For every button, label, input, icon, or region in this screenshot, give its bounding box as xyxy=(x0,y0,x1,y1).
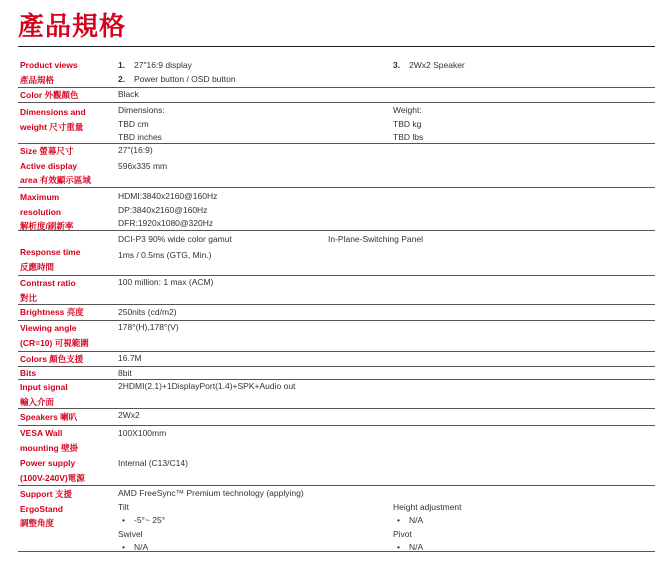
spec-value-ergo-right: Height adjustment • N/A Pivot • N/A xyxy=(393,501,462,552)
spec-value: 16.7M xyxy=(118,353,142,363)
spec-value: 178°(H),178°(V) xyxy=(118,322,179,332)
spec-value-weight: Weight: TBD kg TBD lbs xyxy=(393,105,424,142)
spec-row-product-views xyxy=(18,58,655,88)
spec-row-speakers xyxy=(18,409,655,426)
spec-label: Viewing angle (CR=10) 可視範圍 xyxy=(20,323,89,348)
spec-label: Contrast ratio 對比 xyxy=(20,278,76,303)
top-rule xyxy=(18,46,655,47)
spec-value: DCI-P3 90% wide color gamut 1ms / 0.5ms (GTG, Min.) xyxy=(118,234,232,260)
spec-label: Bits xyxy=(20,368,37,378)
spec-value: 27"(16:9) 596x335 mm xyxy=(118,145,168,171)
spec-value-vesa: 100X100mm xyxy=(118,428,167,438)
spec-row-color xyxy=(18,88,655,103)
spec-row-bits xyxy=(18,367,655,380)
spec-row-dimensions xyxy=(18,103,655,144)
spec-label: Input signal 輸入介面 xyxy=(20,382,68,407)
spec-row-viewing-angle xyxy=(18,321,655,352)
spec-value: Dimensions: TBD cm TBD inches xyxy=(118,105,165,142)
spec-row-support-ergo xyxy=(18,486,655,552)
spec-value: 250nits (cd/m2) xyxy=(118,307,177,317)
spec-label: Dimensions and weight 尺寸重量 xyxy=(20,107,86,132)
spec-row-size xyxy=(18,144,655,188)
spec-value: HDMI:3840x2160@160Hz DP:3840x2160@160Hz DFR:1920x1080@320Hz xyxy=(118,191,218,228)
spec-row-contrast xyxy=(18,276,655,305)
spec-label: Product views 產品規格 xyxy=(20,60,78,85)
spec-row-resolution xyxy=(18,188,655,231)
spec-label: Size 螢幕尺寸 Active display area 有效顯示區域 xyxy=(20,146,91,185)
spec-label: Color 外觀顏色 xyxy=(20,90,79,100)
spec-value-side: 3. 2Wx2 Speaker xyxy=(393,60,465,70)
spec-value: Black xyxy=(118,89,139,99)
spec-label: Brightness 亮度 xyxy=(20,307,84,317)
page-title: 產品規格 xyxy=(18,12,127,42)
spec-value: 100 million: 1 max (ACM) xyxy=(118,277,214,287)
spec-value: 8bit xyxy=(118,368,132,378)
spec-row-vesa-power xyxy=(18,426,655,486)
spec-label: VESA Wall mounting 壁掛 Power supply (100V-240V)電源 xyxy=(20,428,85,483)
spec-label: Colors 顏色支援 xyxy=(20,354,84,364)
spec-label: Speakers 喇叭 xyxy=(20,412,78,422)
spec-value: 2HDMI(2.1)+1DisplayPort(1.4)+SPK+Audio out xyxy=(118,381,296,391)
spec-row-colors xyxy=(18,352,655,367)
spec-value: 2Wx2 xyxy=(118,410,140,420)
spec-row-response-time xyxy=(18,231,655,276)
spec-row-input-signal xyxy=(18,380,655,409)
spec-value-panel: In-Plane-Switching Panel xyxy=(328,234,423,244)
spec-label: Response time 反應時間 xyxy=(20,247,81,272)
spec-label: Maximum resolution 解析度/刷新率 xyxy=(20,192,74,231)
spec-row-brightness xyxy=(18,305,655,321)
spec-value: 1. 27"16:9 display 2. Power button / OSD button xyxy=(118,60,236,84)
spec-label: Support 支援 ErgoStand 調整角度 xyxy=(20,489,72,528)
spec-value-power: Internal (C13/C14) xyxy=(118,458,188,468)
spec-value: AMD FreeSync™ Premium technology (applying) Tilt • -5°~ 25° Swivel • N/A xyxy=(118,488,304,552)
